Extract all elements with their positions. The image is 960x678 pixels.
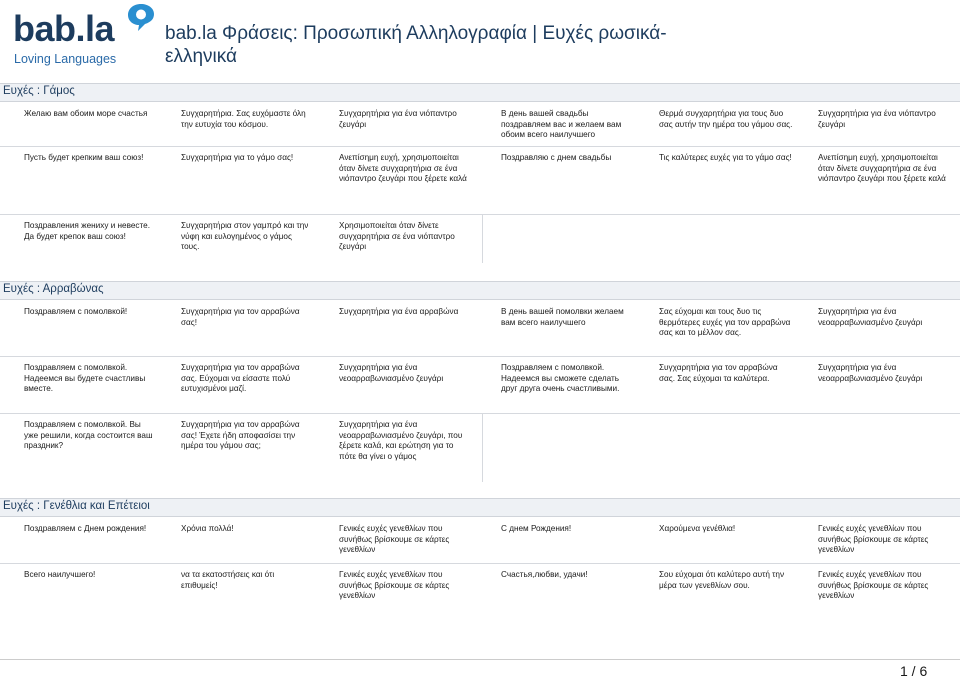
section-heading-text: Ευχές : Γάμος xyxy=(3,85,75,97)
phrase-translation: Σου εύχομαι ότι καλύτερο αυτή την μέρα των γενεθλίων σου. xyxy=(659,570,785,590)
table-row xyxy=(0,103,960,147)
section-heading-engagement xyxy=(0,281,960,300)
phrase-translation: Θερμά συγχαρητήρια για τους δυο σας αυτήν την ημέρα του γάμου σας. xyxy=(659,109,793,129)
page-number: 1 / 6 xyxy=(900,663,928,678)
table-row xyxy=(0,215,960,263)
phrase-translation: Τις καλύτερες ευχές για το γάμο σας! xyxy=(659,153,792,162)
logo-wordmark: bab.la xyxy=(13,8,115,49)
phrase-translation: Συγχαρητήρια για το γάμο σας! xyxy=(181,153,294,162)
table-row xyxy=(0,518,960,564)
table-row xyxy=(0,414,960,482)
phrase-source: Поздравляю с днем свадьбы xyxy=(501,153,612,162)
babla-logo[interactable] xyxy=(12,2,152,68)
phrase-translation: Σας εύχομαι και τους δυο τις θερμότερες ευχές για τον αρραβώνα σας και το μέλλον σας. xyxy=(659,307,791,338)
phrase-source: С днем Рождения! xyxy=(501,524,572,533)
table-row xyxy=(0,301,960,357)
phrase-source: Всего наилучшего! xyxy=(24,570,96,579)
phrase-source: Пусть будет крепким ваш союз! xyxy=(24,153,144,162)
phrase-translation: Συγχαρητήρια για τον αρραβώνα σας. Σας εύχομαι τα καλύτερα. xyxy=(659,363,778,383)
phrase-note: Συγχαρητήρια για ένα νεοαρραβωνιασμένο ζευγάρι, που ξέρετε καλά, και ερώτηση για το πότε θα γίνει ο γάμος xyxy=(339,420,463,461)
phrase-translation: Συγχαρητήρια για τον αρραβώνα σας! Έχετε ήδη αποφασίσει την ημέρα του γάμου σας; xyxy=(181,420,300,451)
phrase-translation: Συγχαρητήρια για τον αρραβώνα σας! xyxy=(181,307,300,327)
section-heading-text: Ευχές : Γενέθλια και Επέτειοι xyxy=(3,500,150,512)
phrase-note: Γενικές ευχές γενεθλίων που συνήθως βρίσκουμε σε κάρτες γενεθλίων xyxy=(339,570,450,601)
phrase-translation: Συγχαρητήρια. Σας ευχόμαστε όλη την ευτυχία του κόσμου. xyxy=(181,109,306,129)
phrase-translation: Συγχαρητήρια στον γαμπρό και την νύφη και ευλογημένος ο γάμος τους. xyxy=(181,221,309,252)
phrase-note: Συγχαρητήρια για ένα νεοαρραβωνιασμένο ζευγάρι xyxy=(818,363,923,383)
phrase-table-birthdays xyxy=(0,518,960,612)
phrase-note: Συγχαρητήρια για ένα νεοαρραβωνιασμένο ζευγάρι xyxy=(818,307,923,327)
phrase-table-engagement xyxy=(0,301,960,482)
phrase-note: Συγχαρητήρια για ένα νιόπαντρο ζευγάρι xyxy=(339,109,457,129)
phrase-source: Поздравляем с помолвкой. Надеемся вы будете счастливы вместе. xyxy=(24,363,146,394)
phrase-note: Συγχαρητήρια για ένα αρραβώνα xyxy=(339,307,459,316)
section-heading-wedding xyxy=(0,83,960,102)
section-heading-birthdays xyxy=(0,498,960,517)
speech-bubble-icon xyxy=(126,2,156,32)
phrase-note: Ανεπίσημη ευχή, χρησιμοποιείται όταν δίνετε συγχαρητήρια σε ένα νιόπαντρο ζευγάρι που ξέρετε καλά xyxy=(339,153,467,184)
phrase-source: В день вашей свадьбы поздравляем вас и желаем вам обоим всего наилучшего xyxy=(501,109,622,140)
phrase-note: Συγχαρητήρια για ένα νεοαρραβωνιασμένο ζευγάρι xyxy=(339,363,444,383)
section-heading-text: Ευχές : Αρραβώνας xyxy=(3,283,104,295)
phrase-note: Χρησιμοποιείται όταν δίνετε συγχαρητήρια σε ένα νιόπαντρο ζευγάρι xyxy=(339,221,455,252)
phrase-note: Γενικές ευχές γενεθλίων που συνήθως βρίσκουμε σε κάρτες γενεθλίων xyxy=(818,524,929,555)
phrase-source: Поздравления жениху и невесте. Да будет крепок ваш союз! xyxy=(24,221,151,241)
phrase-note: Ανεπίσημη ευχή, χρησιμοποιείται όταν δίνετε συγχαρητήρια σε ένα νιόπαντρο ζευγάρι που ξέρετε καλά xyxy=(818,153,946,184)
column-divider xyxy=(482,215,483,263)
table-row xyxy=(0,357,960,414)
footer-divider xyxy=(0,659,960,660)
phrase-source: Поздравляем с помолвкой. Надеемся вы сможете сделать друг друга очень счастливыми. xyxy=(501,363,620,394)
phrase-note: Γενικές ευχές γενεθλίων που συνήθως βρίσκουμε σε κάρτες γενεθλίων xyxy=(339,524,450,555)
page-title: bab.la Φράσεις: Προσωπική Αλληλογραφία | Ευχές ρωσικά-ελληνικά xyxy=(165,23,667,67)
page-header xyxy=(0,0,960,78)
phrase-note: Γενικές ευχές γενεθλίων που συνήθως βρίσκουμε σε κάρτες γενεθλίων xyxy=(818,570,929,601)
phrase-translation: Χαρούμενα γενέθλια! xyxy=(659,524,736,533)
phrase-source: Желаю вам обоим море счастья xyxy=(24,109,148,118)
logo-tagline: Loving Languages xyxy=(14,52,117,66)
phrase-source: Счастья,любви, удачи! xyxy=(501,570,588,579)
table-row xyxy=(0,147,960,215)
phrase-note: Συγχαρητήρια για ένα νιόπαντρο ζευγάρι xyxy=(818,109,936,129)
phrase-translation: Χρόνια πολλά! xyxy=(181,524,234,533)
phrase-translation: να τα εκατοστήσεις και ότι επιθυμείς! xyxy=(181,570,275,590)
phrase-source: Поздравляем с Днем рождения! xyxy=(24,524,147,533)
phrase-translation: Συγχαρητήρια για τον αρραβώνα σας. Εύχομαι να είσαστε πολύ ευτυχισμένοι μαζί. xyxy=(181,363,300,394)
phrase-source: Поздравляем с помолвкой. Вы уже решили, когда состоится ваш праздник? xyxy=(24,420,153,451)
table-row xyxy=(0,564,960,612)
column-divider xyxy=(482,414,483,482)
phrase-source: В день вашей помолвки желаем вам всего наилучшего xyxy=(501,307,624,327)
phrase-source: Поздравляем с помолвкой! xyxy=(24,307,128,316)
phrase-table-wedding xyxy=(0,103,960,263)
